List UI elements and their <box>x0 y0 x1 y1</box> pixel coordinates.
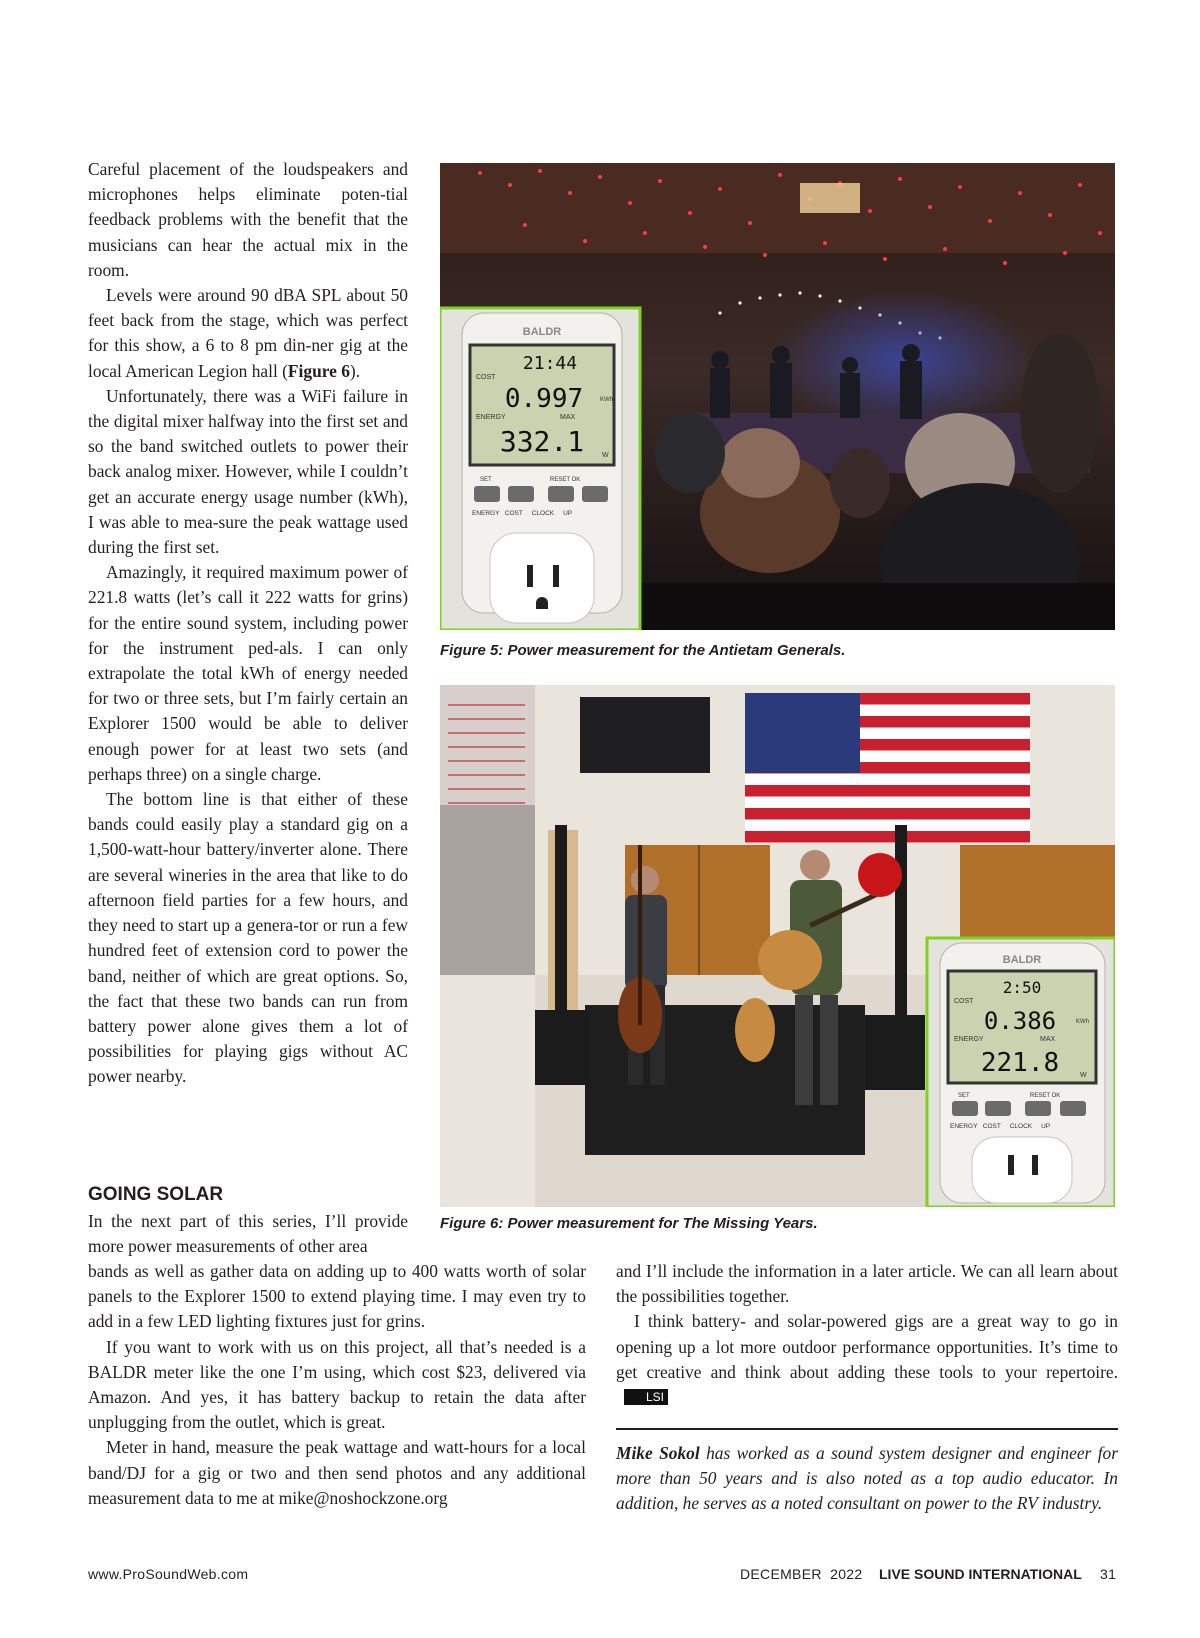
meter-cost-label: COST <box>954 998 974 1005</box>
bio-divider <box>616 1428 1118 1430</box>
meter-reset-label: RESET OK <box>550 477 581 483</box>
meter-brand: BALDR <box>1002 954 1042 966</box>
ceiling <box>440 163 1115 253</box>
paragraph: The bottom line is that either of these bands could easily play a standard gig on a 1,500-watt-hour battery/inverter alone. There are several wineries in the area that like to do afternoon field parties for a few hours, and they need to start up a genera-tor or run a few hundred feet of extension cord to power the band, neither of which are great options. So, the fact that these two bands can run from battery power alone gives them a lot of possibilities for playing gigs without AC power nearby. <box>88 789 408 1087</box>
meter-set-label: SET <box>480 477 492 483</box>
meter-kwh-unit: KWh <box>600 397 614 403</box>
paragraph: In the next part of this series, I’ll provide more power measurements of other area <box>88 1211 408 1257</box>
paragraph-text: I think battery- and solar-powered gigs are a great way to go in opening up a lot more outdoor performance opportunities. It’s time to get creative and think about adding these tools to your repertoire. <box>616 1311 1118 1382</box>
meter-kwh-unit: KWh <box>1076 1019 1090 1025</box>
right-column-text <box>616 1259 1118 1410</box>
meter-button <box>508 486 534 502</box>
meter-reset-label: RESET OK <box>1030 1093 1061 1099</box>
column-speaker-right <box>895 825 907 1035</box>
subwoofer-left <box>535 1010 590 1085</box>
figure-5-photo <box>440 163 1115 630</box>
end-mark-badge: LSI <box>624 1389 668 1405</box>
power-meter-inset <box>440 308 640 630</box>
figure-5-caption: Figure 5: Power measurement for the Antietam Generals. <box>440 642 846 659</box>
meter-button <box>548 486 574 502</box>
meter-max-label: MAX <box>560 414 576 421</box>
section-heading: GOING SOLAR <box>88 1184 224 1205</box>
meter-energy-label: ENERGY <box>476 414 506 421</box>
meter-cost-label: COST <box>476 374 496 381</box>
figure-6-photo <box>440 685 1115 1207</box>
meter-button <box>1025 1101 1051 1116</box>
meter-button-labels: ENERGY COST CLOCK UP <box>950 1123 1051 1130</box>
meter-brand: BALDR <box>522 326 562 338</box>
door-seam <box>698 845 700 985</box>
meter-w-unit: W <box>602 452 609 459</box>
meter-button-labels: ENERGY COST CLOCK UP <box>472 510 573 517</box>
paragraph <box>616 1309 1118 1410</box>
power-meter-inset <box>927 938 1115 1207</box>
meter-button <box>985 1101 1011 1116</box>
meter-watts-value: 221.8 <box>980 1048 1060 1078</box>
figure-6-caption: Figure 6: Power measurement for The Missing Years. <box>440 1215 818 1232</box>
paragraph: If you want to work with us on this project, all that’s needed is a BALDR meter like the one I’m using, which cost $23, delivered via Amazon. And yes, it has battery backup to retain the data after unplugging from the outlet, which is great. <box>88 1336 586 1433</box>
outlet-ground <box>536 597 548 609</box>
chandelier <box>800 183 860 213</box>
meter-button <box>952 1101 978 1116</box>
meter-watts-value: 332.1 <box>499 425 585 458</box>
acoustic-guitar-on-stand <box>735 998 775 1062</box>
bottom-left-text <box>88 1259 586 1511</box>
meter-set-label: SET <box>958 1093 970 1099</box>
paragraph: Unfortunately, there was a WiFi failure in the digital mixer halfway into the first set and so the band switched outlets to power their back analog mixer. However, while I couldn’t get an accurate energy usage number (kWh), I was able to mea-sure the peak wattage used during the first set. <box>88 385 408 558</box>
outlet-slot <box>1008 1155 1014 1175</box>
figure-6-illustration <box>440 685 1115 1207</box>
footer-magazine-name: LIVE SOUND INTERNATIONAL <box>879 1566 1082 1582</box>
author-bio <box>616 1441 1118 1517</box>
paragraph <box>88 283 408 384</box>
meter-clock: 2:50 <box>1002 978 1042 997</box>
paragraph: Careful placement of the loudspeakers and microphones helps eliminate poten-tial feedback problems with the benefit that the musicians can hear the actual mix in the room. <box>88 159 408 280</box>
meter-max-label: MAX <box>1040 1036 1056 1043</box>
paragraph: and I’ll include the information in a later article. We can all learn about the possibilities together. <box>616 1261 1118 1307</box>
meter-w-unit: W <box>1080 1072 1087 1079</box>
meter-button <box>474 486 500 502</box>
subwoofer-right <box>865 1015 925 1090</box>
meter-button <box>582 486 608 502</box>
author-name: Mike Sokol <box>616 1443 700 1463</box>
meter-energy-label: ENERGY <box>954 1036 984 1043</box>
outlet-slot <box>1032 1155 1038 1175</box>
cannon-mural <box>440 805 535 975</box>
paragraph-text-end: ). <box>349 360 361 381</box>
meter-button <box>1060 1101 1086 1116</box>
section-intro <box>88 1209 408 1259</box>
outlet-face <box>490 533 594 623</box>
american-flag <box>745 693 1030 843</box>
outlet-slot <box>553 565 559 587</box>
figure-5-illustration <box>440 163 1115 630</box>
red-poppy-wreath <box>858 853 902 897</box>
wall-tv <box>580 697 710 773</box>
footer-issue-date: DECEMBER 2022 <box>740 1566 863 1582</box>
footer-page-number: 31 <box>1100 1566 1117 1582</box>
paragraph: bands as well as gather data on adding up to 400 watts worth of solar panels to the Explorer 1500 to extend playing time. I may even try to add in a few LED lighting fixtures just for grins. <box>88 1261 586 1332</box>
column-speaker-left <box>555 825 567 1035</box>
meter-clock: 21:44 <box>522 353 578 374</box>
paragraph: Amazingly, it required maximum power of 221.8 watts (let’s call it 222 watts for grins) for the entire sound system, including power for the instrument ped-als. I can only extrapolate the total kWh of energy needed for two or three sets, but I’m fairly certain an Explorer 1500 would be able to deliver enough power for at least two sets (and perhaps three) on a single charge. <box>88 562 408 784</box>
meter-cost-value: 0.386 <box>983 1007 1057 1035</box>
outlet-face <box>972 1137 1072 1203</box>
author-bio-text: has worked as a sound system designer and engineer for more than 50 years and is also noted as a top audio educator. In addition, he serves as a noted consultant on power to the RV industry. <box>616 1443 1119 1514</box>
footer-website-url: www.ProSoundWeb.com <box>88 1566 249 1582</box>
meter-cost-value: 0.997 <box>504 384 584 414</box>
paragraph-text: Levels were around 90 dBA SPL about 50 feet back from the stage, which was perfect for this show, a 6 to 8 pm din-ner gig at the local American Legion hall ( <box>88 285 408 381</box>
figure-reference: Figure 6 <box>287 360 350 381</box>
paragraph: Meter in hand, measure the peak wattage and watt-hours for a local band/DJ for a gig or two and then send photos and any additional measurement data to me at mike@noshockzone.org <box>88 1437 586 1508</box>
left-column-text <box>88 157 408 1090</box>
outlet-slot <box>527 565 533 587</box>
